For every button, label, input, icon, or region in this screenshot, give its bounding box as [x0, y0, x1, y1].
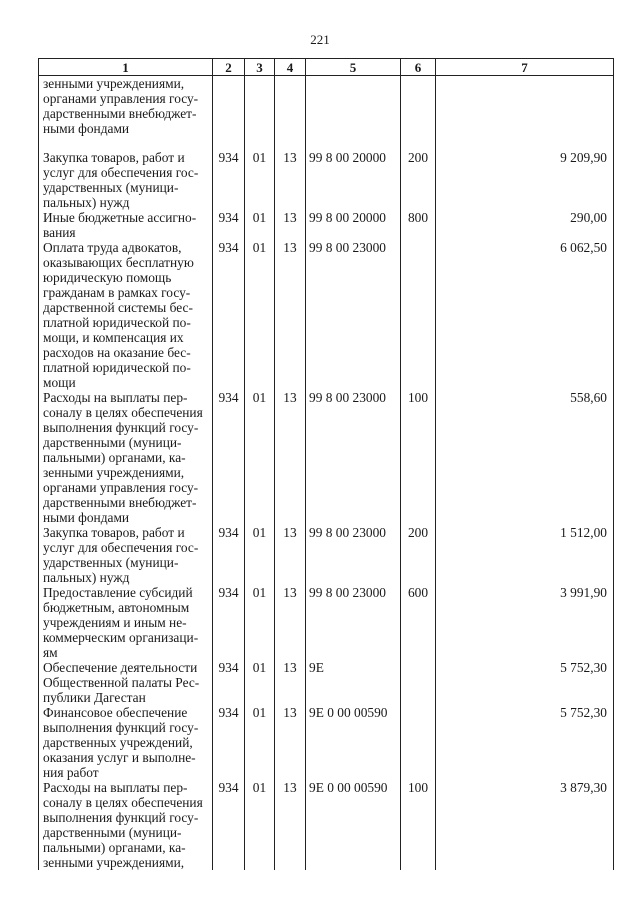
- row-name: Расходы на выплаты пер- соналу в целях обеспечения выполнения функций госу- дарственными (муници- пальными) органами, ка- зенными учреждениями, органами управления госу- дарственными внебюджет- ными фондами: [43, 390, 203, 525]
- row-name: Обеспечение деятельности Общественной палаты Рес- публики Дагестан: [43, 660, 200, 705]
- row-name-cell: [39, 150, 213, 210]
- row-name: зенными учреждениями, органами управления госу- дарственными внебюджет- ными фондами: [43, 76, 199, 136]
- row-target: 99 8 00 23000: [306, 585, 401, 660]
- row-section: 01: [245, 780, 275, 870]
- row-target: 99 8 00 20000: [306, 150, 401, 210]
- row-section: 01: [245, 525, 275, 585]
- row-amount: 290,00: [436, 210, 614, 240]
- row-amount: 9 209,90: [436, 150, 614, 210]
- row-target: 9Е 0 00 00590: [306, 780, 401, 870]
- row-subsection: 13: [275, 525, 306, 585]
- table-row: [39, 150, 614, 210]
- row-expense-type: 100: [401, 780, 436, 870]
- row-name-cell: [39, 240, 213, 390]
- row-ministry: 934: [213, 525, 245, 585]
- row-target: 99 8 00 23000: [306, 390, 401, 525]
- row-name-cell: [39, 525, 213, 585]
- row-name: Предоставление субсидий бюджетным, автономным учреждениям и иным не- коммерческим организаци- ям: [43, 585, 199, 660]
- row-ministry: 934: [213, 240, 245, 390]
- row-expense-type: [401, 660, 436, 705]
- row-expense-type: [401, 76, 436, 151]
- row-target: 9Е: [306, 660, 401, 705]
- row-amount: 558,60: [436, 390, 614, 525]
- row-ministry: 934: [213, 780, 245, 870]
- row-name: Оплата труда адвокатов, оказывающих бесплатную юридическую помощь гражданам в рамках госу- дарственной системы бес- платной юридической по- мощи, и компенсация их расходов на оказание бес- платной юридической по- мощи: [43, 240, 194, 390]
- row-subsection: 13: [275, 240, 306, 390]
- row-section: [245, 76, 275, 151]
- row-name-cell: [39, 390, 213, 525]
- row-name: Финансовое обеспечение выполнения функций госу- дарственных учреждений, оказания услуг и выполне- ния работ: [43, 705, 199, 780]
- row-amount: [436, 76, 614, 151]
- row-ministry: 934: [213, 585, 245, 660]
- table-row: [39, 660, 614, 705]
- row-name-cell: [39, 210, 213, 240]
- row-target: 99 8 00 23000: [306, 525, 401, 585]
- table-row: [39, 210, 614, 240]
- row-name-cell: [39, 660, 213, 705]
- row-expense-type: [401, 705, 436, 780]
- row-amount: 1 512,00: [436, 525, 614, 585]
- row-ministry: 934: [213, 150, 245, 210]
- row-expense-type: 200: [401, 150, 436, 210]
- row-name: Закупка товаров, работ и услуг для обеспечения гос- ударственных (муници- пальных) нужд: [43, 525, 199, 585]
- row-name-cell: [39, 780, 213, 870]
- column-header-amount: 7: [436, 59, 614, 76]
- row-amount: 3 879,30: [436, 780, 614, 870]
- row-subsection: 13: [275, 210, 306, 240]
- row-ministry: [213, 76, 245, 151]
- column-header-section: 3: [245, 59, 275, 76]
- row-name-cell: [39, 585, 213, 660]
- row-ministry: 934: [213, 705, 245, 780]
- column-header-ministry: 2: [213, 59, 245, 76]
- row-amount: 5 752,30: [436, 705, 614, 780]
- row-expense-type: 100: [401, 390, 436, 525]
- row-name: Закупка товаров, работ и услуг для обеспечения гос- ударственных (муници- пальных) нужд: [43, 150, 199, 210]
- row-ministry: 934: [213, 660, 245, 705]
- table-row: [39, 705, 614, 780]
- table-header-row: [39, 59, 614, 76]
- row-amount: 5 752,30: [436, 660, 614, 705]
- table-row: [39, 390, 614, 525]
- row-section: 01: [245, 150, 275, 210]
- row-subsection: 13: [275, 390, 306, 525]
- row-section: 01: [245, 240, 275, 390]
- row-target: 99 8 00 23000: [306, 240, 401, 390]
- row-expense-type: [401, 240, 436, 390]
- row-name-cell: [39, 76, 213, 151]
- row-name: Расходы на выплаты пер- соналу в целях обеспечения выполнения функций госу- дарственными (муници- пальными) органами, ка- зенными учреждениями,: [43, 780, 203, 870]
- column-header-expense-type: 6: [401, 59, 436, 76]
- table-row: [39, 780, 614, 870]
- row-section: 01: [245, 390, 275, 525]
- row-ministry: 934: [213, 390, 245, 525]
- table-row: [39, 525, 614, 585]
- row-name-cell: [39, 705, 213, 780]
- row-subsection: 13: [275, 705, 306, 780]
- row-section: 01: [245, 585, 275, 660]
- row-subsection: 13: [275, 150, 306, 210]
- page-number: 221: [310, 32, 330, 47]
- row-subsection: [275, 76, 306, 151]
- row-target: 99 8 00 20000: [306, 210, 401, 240]
- table-row: [39, 76, 614, 151]
- row-name: Иные бюджетные ассигно- вания: [43, 210, 197, 240]
- row-expense-type: 800: [401, 210, 436, 240]
- row-amount: 3 991,90: [436, 585, 614, 660]
- row-section: 01: [245, 660, 275, 705]
- row-section: 01: [245, 210, 275, 240]
- row-expense-type: 600: [401, 585, 436, 660]
- column-header-subsection: 4: [275, 59, 306, 76]
- column-header-target: 5: [306, 59, 401, 76]
- row-ministry: 934: [213, 210, 245, 240]
- row-subsection: 13: [275, 585, 306, 660]
- column-header-name: 1: [39, 59, 213, 76]
- row-amount: 6 062,50: [436, 240, 614, 390]
- row-target: 9Е 0 00 00590: [306, 705, 401, 780]
- row-subsection: 13: [275, 780, 306, 870]
- row-target: [306, 76, 401, 151]
- budget-table: [38, 58, 614, 870]
- table-row: [39, 585, 614, 660]
- row-subsection: 13: [275, 660, 306, 705]
- table-row: [39, 240, 614, 390]
- row-expense-type: 200: [401, 525, 436, 585]
- row-section: 01: [245, 705, 275, 780]
